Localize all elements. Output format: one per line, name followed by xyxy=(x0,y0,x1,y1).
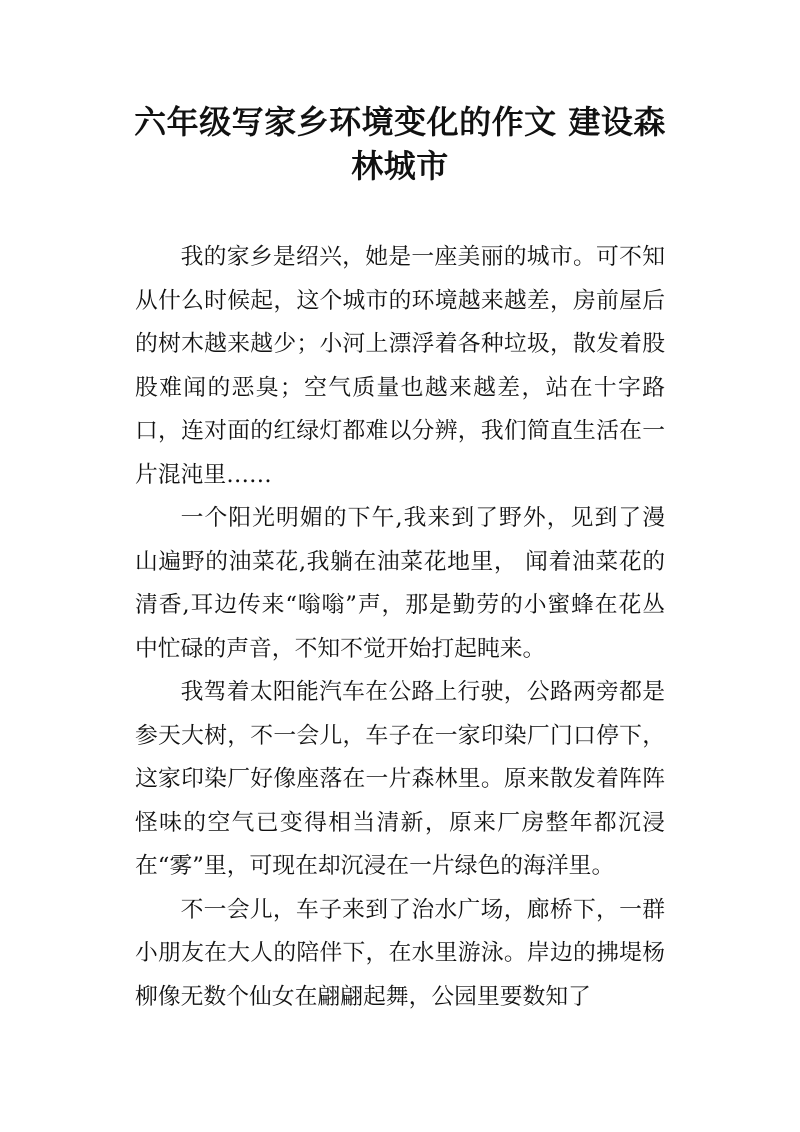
paragraph-3: 我驾着太阳能汽车在公路上行驶，公路两旁都是参天大树，不一会儿，车子在一家印染厂门口停下，这家印染厂好像座落在一片森林里。原来散发着阵阵怪味的空气已变得相当清新，原来厂房整年都沉浸在“雾”里，可现在却沉浸在一片绿色的海洋里。 xyxy=(135,679,665,879)
page-title: 六年级写家乡环境变化的作文 建设森林城市 xyxy=(134,103,666,185)
paragraph-4: 不一会儿，车子来到了治水广场，廊桥下，一群小朋友在大人的陪伴下，在水里游泳。岸边的拂堤杨柳像无数个仙女在翩翩起舞，公园里要数知了 xyxy=(135,896,665,1010)
article-body xyxy=(135,236,665,1019)
paragraph-2: 一个阳光明媚的下午,我来到了野外，见到了漫山遍野的油菜花,我躺在油菜花地里， 闻着油菜花的清香,耳边传来“嗡嗡”声，那是勤劳的小蜜蜂在花丛中忙碌的声音，不知不觉开始打起盹来。 xyxy=(135,505,665,662)
paragraph-1: 我的家乡是绍兴，她是一座美丽的城市。可不知从什么时候起，这个城市的环境越来越差，房前屋后的树木越来越少；小河上漂浮着各种垃圾，散发着股股难闻的恶臭；空气质量也越来越差，站在十字路口，连对面的红绿灯都难以分辨，我们简直生活在一片混沌里…… xyxy=(135,244,665,488)
